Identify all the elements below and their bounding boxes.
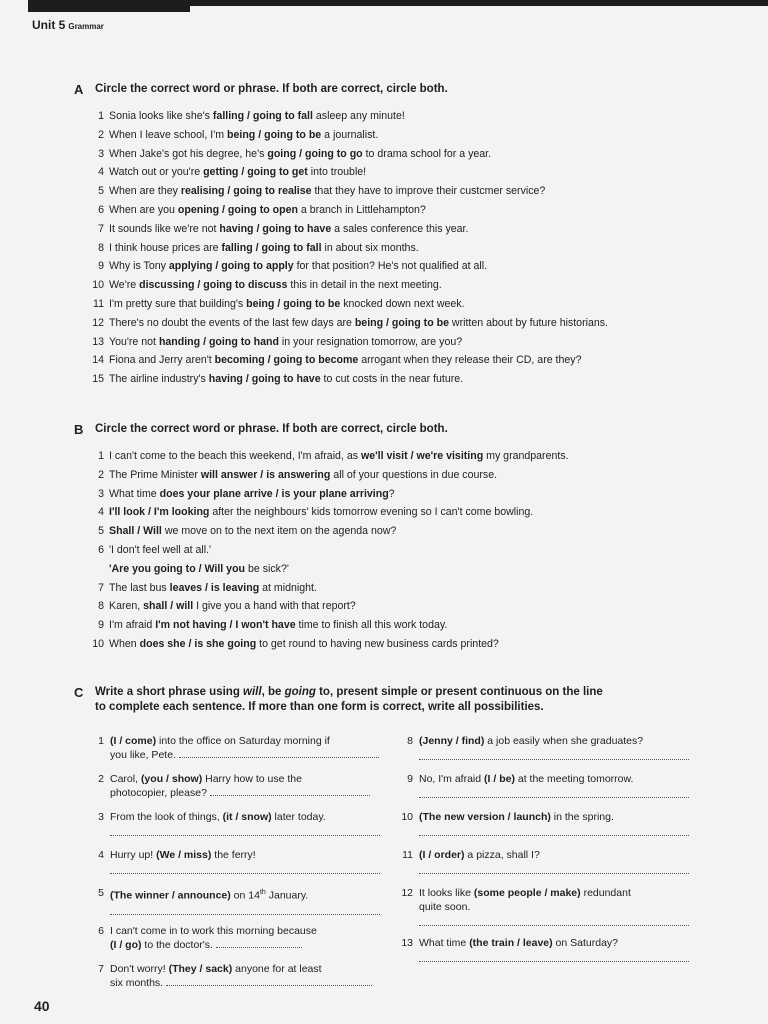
- running-header: [32, 18, 104, 32]
- item-text-before: We're: [109, 279, 140, 292]
- item-number: 6: [98, 925, 104, 937]
- item-text: [109, 333, 462, 352]
- item-number: [74, 560, 109, 579]
- item-text: [109, 351, 581, 370]
- item-text-before: When I leave school, I'm: [109, 128, 228, 141]
- item-text: [109, 201, 426, 220]
- item-number: 5: [98, 525, 104, 538]
- item-prompt: (some people / make): [473, 887, 581, 899]
- item-text: [109, 466, 497, 485]
- section-b-item: [74, 466, 694, 485]
- item-text-after: a journalist.: [321, 128, 379, 141]
- item-prompt: (I / be): [484, 773, 515, 785]
- unit-label: Unit 5: [32, 18, 66, 32]
- item-number: 3: [98, 147, 104, 160]
- item-text-continued: six months.: [110, 977, 167, 989]
- item-options: applying / going to apply: [168, 260, 294, 273]
- item-text-before: It sounds like we're not: [109, 222, 220, 235]
- item-options: opening / going to open: [177, 203, 298, 216]
- section-c: [74, 685, 694, 715]
- item-text: [109, 163, 366, 182]
- item-text: [109, 126, 378, 145]
- item-text-before: What time: [109, 487, 160, 500]
- section-a-item: [74, 182, 694, 201]
- section-a-item: [74, 333, 694, 352]
- instruction-part: Write a short phrase using: [95, 686, 244, 698]
- ordinal-suffix: th: [259, 889, 266, 896]
- item-text-after: to cut costs in the near future.: [320, 373, 464, 386]
- item-text: [109, 522, 396, 541]
- item-text-after: to the doctor's.: [141, 939, 216, 951]
- item-text-before: There's no doubt the events of the last few days are: [109, 316, 355, 329]
- item-text-before: The airline industry's: [109, 373, 209, 386]
- answer-line: [419, 914, 689, 926]
- item-text-before: It looks like: [419, 887, 474, 899]
- section-a: [74, 82, 694, 389]
- item-text-continued: you like, Pete.: [110, 749, 179, 761]
- item-number: 10: [92, 637, 104, 650]
- item-number: 12: [401, 887, 413, 899]
- item-prompt: (the train / leave): [469, 937, 553, 949]
- item-prompt: (The winner / announce): [110, 889, 231, 902]
- item-number: 5: [98, 185, 104, 198]
- item-text-before: Carol,: [110, 773, 141, 785]
- section-a-item: [74, 295, 694, 314]
- answer-line: [419, 824, 689, 836]
- item-line: [110, 810, 380, 824]
- item-line: [110, 748, 380, 762]
- item-options: I'll look / I'm looking: [109, 506, 210, 519]
- section-a-instruction: Circle the correct word or phrase. If both are correct, circle both.: [95, 83, 448, 95]
- item-options: falling / going to fall: [212, 110, 313, 122]
- section-b-item: [74, 541, 694, 560]
- section-label: Grammar: [68, 22, 104, 31]
- item-options: becoming / going to become: [214, 354, 359, 367]
- item-text-before: Karen,: [109, 600, 144, 613]
- item-line: [419, 848, 689, 862]
- item-text-after: we move on to the next item on the agenda now?: [161, 525, 397, 538]
- item-number: 11: [93, 297, 104, 310]
- item-number: 12: [92, 316, 104, 329]
- item-prompt: (They / sack): [168, 963, 233, 975]
- item-number: 1: [98, 110, 104, 122]
- item-text-after: asleep any minute!: [312, 110, 405, 122]
- section-b-item: [74, 447, 694, 466]
- section-a-item: [74, 276, 694, 295]
- item-text-before: No, I'm afraid: [419, 773, 485, 785]
- item-text-before: Hurry up!: [110, 849, 157, 861]
- item-text-after: in about six months.: [321, 241, 419, 254]
- item-prompt: (I / go): [110, 939, 142, 951]
- section-c-instruction: [95, 685, 603, 715]
- item-text-after: redundant: [580, 887, 631, 899]
- item-text-before: I can't come to the beach this weekend, I'm afraid, as: [109, 450, 361, 462]
- item-text: [109, 447, 569, 466]
- item-text: [419, 734, 689, 760]
- item-options: Shall / Will: [109, 525, 162, 538]
- item-text-before: Fiona and Jerry aren't: [109, 354, 215, 367]
- section-b-item: [74, 503, 694, 522]
- item-text: [419, 810, 689, 836]
- item-text-before: I'm pretty sure that building's: [109, 297, 247, 310]
- section-b: [74, 422, 694, 654]
- item-text-before: I'm afraid: [109, 619, 156, 632]
- item-number: 3: [98, 811, 104, 823]
- item-options: handing / going to hand: [158, 335, 279, 348]
- item-number: 8: [98, 241, 104, 254]
- item-text-after: January.: [265, 889, 309, 902]
- item-number: 1: [98, 735, 104, 747]
- item-text: [109, 503, 533, 522]
- item-text: [110, 772, 380, 800]
- item-text-after: for that position? He's not qualified at all.: [293, 260, 488, 273]
- item-text: [110, 734, 380, 762]
- item-options: 'Are you going to / Will you: [109, 562, 246, 575]
- item-text-before: When are they: [109, 185, 181, 198]
- item-number: 8: [407, 735, 413, 747]
- item-options: we'll visit / we're visiting: [360, 450, 484, 462]
- instruction-italic: going: [284, 686, 316, 698]
- item-text-after: a branch in Littlehampton?: [297, 203, 426, 216]
- item-text: [419, 886, 689, 926]
- section-a-item: [74, 107, 694, 126]
- item-text-after: I give you a hand with that report?: [193, 600, 356, 613]
- item-options: does she / is she going: [139, 637, 257, 650]
- item-text-after: a pizza, shall I?: [464, 849, 540, 861]
- section-a-item: [74, 220, 694, 239]
- section-a-item: [74, 201, 694, 220]
- item-options: will answer / is answering: [200, 468, 331, 481]
- item-options: having / going to have: [219, 222, 332, 235]
- item-text-after: be sick?': [245, 562, 289, 575]
- item-text-after: later today.: [271, 811, 326, 823]
- section-a-heading: [74, 82, 694, 97]
- item-line: [110, 848, 380, 862]
- item-number: 4: [98, 849, 104, 861]
- item-text-after: all of your questions in due course.: [330, 468, 498, 481]
- answer-line: [419, 862, 689, 874]
- item-text-after: written about by future historians.: [448, 316, 608, 329]
- item-text-before: You're not: [109, 335, 159, 348]
- section-b-instruction: Circle the correct word or phrase. If both are correct, circle both.: [95, 423, 448, 435]
- item-line: [110, 976, 380, 990]
- item-prompt: (it / snow): [222, 811, 272, 823]
- item-options: being / going to be: [246, 297, 341, 310]
- section-b-items: [74, 447, 694, 654]
- section-b-item: [74, 579, 694, 598]
- item-number: 15: [92, 373, 104, 386]
- item-text: [109, 485, 395, 504]
- item-text: [109, 314, 608, 333]
- item-text-before: When: [109, 637, 140, 650]
- item-text-after: into trouble!: [307, 166, 367, 179]
- item-number: 9: [407, 773, 413, 785]
- item-text-after: a job easily when she graduates?: [484, 735, 644, 747]
- item-prompt: (I / come): [110, 735, 157, 747]
- item-number: 13: [92, 335, 104, 348]
- item-options: I'm not having / I won't have: [155, 619, 296, 632]
- item-text: [109, 597, 356, 616]
- item-text-before: Sonia looks like she's: [109, 110, 213, 122]
- item-text-after: into the office on Saturday morning if: [156, 735, 330, 747]
- item-number: 14: [92, 354, 104, 367]
- item-options: having / going to have: [208, 373, 321, 386]
- item-text-before: I can't come in to work this morning because: [110, 925, 317, 937]
- section-c-heading: [74, 685, 694, 715]
- answer-line: [419, 786, 689, 798]
- item-text-after: that they have to improve their custcmer service?: [311, 185, 546, 198]
- item-text-before: When are you: [109, 203, 178, 216]
- item-text-after: on Saturday?: [552, 937, 619, 949]
- item-text: [109, 635, 499, 654]
- item-line: [419, 772, 689, 786]
- item-text-after: this in detail in the next meeting.: [287, 279, 442, 292]
- section-b-item: [74, 597, 694, 616]
- item-text-after: after the neighbours' kids tomorrow evening so I can't come bowling.: [209, 506, 534, 519]
- item-text-after: on 14: [230, 889, 260, 902]
- section-a-item: [74, 126, 694, 145]
- answer-line: [419, 950, 689, 962]
- answer-line: [216, 938, 302, 948]
- page-number: 40: [34, 998, 50, 1014]
- item-text-after: ?: [388, 487, 395, 500]
- instruction-italic: will: [243, 686, 262, 698]
- instruction-part: to, present simple or present continuous on the line: [315, 686, 603, 698]
- item-text: [109, 616, 447, 635]
- item-text-before: Don't worry!: [110, 963, 169, 975]
- item-text-continued: photocopier, please?: [110, 787, 210, 799]
- item-text: [109, 370, 463, 389]
- item-line: [419, 936, 689, 950]
- item-options: being / going to be: [354, 316, 449, 329]
- section-b-item: [74, 635, 694, 654]
- item-text-after: time to finish all this work today.: [295, 619, 448, 632]
- item-line: [110, 962, 380, 976]
- item-prompt: (We / miss): [156, 849, 212, 861]
- instruction-part: to complete each sentence. If more than one form is correct, write all possibilities.: [95, 701, 544, 713]
- item-text: [109, 276, 442, 295]
- item-number: 6: [98, 543, 104, 556]
- item-text-after: a sales conference this year.: [331, 222, 469, 235]
- item-text: [109, 182, 545, 201]
- item-number: 2: [98, 128, 104, 141]
- item-line: [110, 734, 380, 748]
- item-prompt: (you / show): [140, 773, 203, 785]
- item-text-before: Why is Tony: [109, 260, 169, 273]
- item-text-after: knocked down next week.: [340, 297, 465, 310]
- item-text: [419, 936, 689, 962]
- item-text-before: 'I don't feel well at all.': [109, 543, 212, 556]
- item-line: [110, 772, 380, 786]
- item-line: [110, 886, 380, 903]
- item-text-before: The Prime Minister: [109, 468, 201, 481]
- item-options: shall / will: [143, 600, 194, 613]
- item-number: 9: [98, 260, 104, 273]
- item-text: [109, 145, 491, 164]
- item-number: 13: [401, 937, 413, 949]
- item-text-after: anyone for at least: [232, 963, 322, 975]
- item-options: realising / going to realise: [180, 185, 312, 198]
- item-text-before: When Jake's got his degree, he's: [109, 147, 268, 160]
- item-number: 4: [98, 506, 104, 519]
- answer-line: [110, 862, 380, 874]
- item-text-before: From the look of things,: [110, 811, 223, 823]
- section-a-letter: A: [74, 82, 84, 97]
- item-number: 5: [98, 887, 104, 899]
- instruction-part: , be: [261, 686, 285, 698]
- item-line: [110, 938, 380, 952]
- section-a-item: [74, 351, 694, 370]
- item-text-after: in the spring.: [550, 811, 614, 823]
- item-text-after: arrogant when they release their CD, are they?: [358, 354, 582, 367]
- item-text-before: What time: [419, 937, 470, 949]
- item-options: discussing / going to discuss: [139, 279, 288, 292]
- item-text: [419, 772, 689, 798]
- section-b-heading: [74, 422, 694, 437]
- section-b-item: [74, 616, 694, 635]
- item-line: [110, 924, 380, 938]
- item-text: [109, 257, 487, 276]
- item-text: [419, 848, 689, 874]
- answer-line: [210, 786, 370, 796]
- section-b-item: [74, 522, 694, 541]
- section-c-letter: C: [74, 685, 84, 700]
- item-text-before: Watch out or you're: [109, 166, 204, 179]
- item-number: 4: [98, 166, 104, 179]
- item-text-after: in your resignation tomorrow, are you?: [278, 335, 463, 348]
- item-number: 10: [401, 811, 413, 823]
- item-number: 7: [98, 581, 104, 594]
- section-a-item: [74, 314, 694, 333]
- item-options: going / going to go: [267, 147, 363, 160]
- answer-line: [419, 748, 689, 760]
- item-text-after: to drama school for a year.: [362, 147, 492, 160]
- item-number: 2: [98, 773, 104, 785]
- item-text: [110, 810, 380, 836]
- item-number: 7: [98, 222, 104, 235]
- item-options: being / going to be: [227, 128, 322, 141]
- item-text: [109, 295, 465, 314]
- item-text: [109, 579, 317, 598]
- item-prompt: (Jenny / find): [419, 735, 485, 747]
- item-number: 1: [98, 450, 104, 462]
- answer-line: [110, 903, 380, 915]
- item-text: [109, 107, 405, 126]
- item-prompt: (I / order): [419, 849, 465, 861]
- item-options: getting / going to get: [203, 166, 308, 179]
- item-prompt: (The new version / launch): [419, 811, 551, 823]
- section-a-item: [74, 145, 694, 164]
- item-text-after: at midnight.: [259, 581, 317, 594]
- item-text-after: Harry how to use the: [202, 773, 302, 785]
- answer-line: [110, 824, 380, 836]
- item-options: falling / going to fall: [221, 241, 322, 254]
- item-line: [419, 810, 689, 824]
- section-b-item: [74, 485, 694, 504]
- item-line: [419, 886, 689, 900]
- item-number: 2: [98, 468, 104, 481]
- item-text: [109, 560, 289, 579]
- section-a-item: [74, 163, 694, 182]
- item-line: [110, 786, 380, 800]
- item-text: [109, 239, 419, 258]
- answer-line: [166, 976, 372, 986]
- item-text: [109, 220, 468, 239]
- section-a-item: [74, 370, 694, 389]
- item-options: leaves / is leaving: [169, 581, 260, 594]
- section-b-letter: B: [74, 422, 84, 437]
- section-a-item: [74, 257, 694, 276]
- section-a-items: [74, 107, 694, 389]
- item-number: 8: [98, 600, 104, 613]
- item-text-before: The last bus: [109, 581, 170, 594]
- item-number: 10: [92, 279, 104, 292]
- section-a-item: [74, 239, 694, 258]
- header-tab: [28, 0, 190, 12]
- item-text-after: the ferry!: [211, 849, 256, 861]
- item-text-after: my grandparents.: [483, 450, 569, 462]
- item-options: does your plane arrive / is your plane arriving: [159, 487, 389, 500]
- item-text: [110, 962, 380, 990]
- item-number: 3: [98, 487, 104, 500]
- item-line: [419, 734, 689, 748]
- item-number: 6: [98, 203, 104, 216]
- item-text-continued: quite soon.: [419, 901, 471, 913]
- item-text-after: at the meeting tomorrow.: [514, 773, 634, 785]
- answer-line: [179, 748, 379, 758]
- section-b-item: [74, 560, 694, 579]
- item-number: 11: [402, 849, 413, 861]
- item-text: [109, 541, 211, 560]
- item-text-before: I think house prices are: [109, 241, 222, 254]
- item-text: [110, 886, 380, 915]
- item-text: [110, 848, 380, 874]
- item-text-after: to get round to having new business cards printed?: [256, 637, 499, 650]
- item-text: [110, 924, 380, 952]
- item-number: 7: [98, 963, 104, 975]
- item-number: 9: [98, 619, 104, 632]
